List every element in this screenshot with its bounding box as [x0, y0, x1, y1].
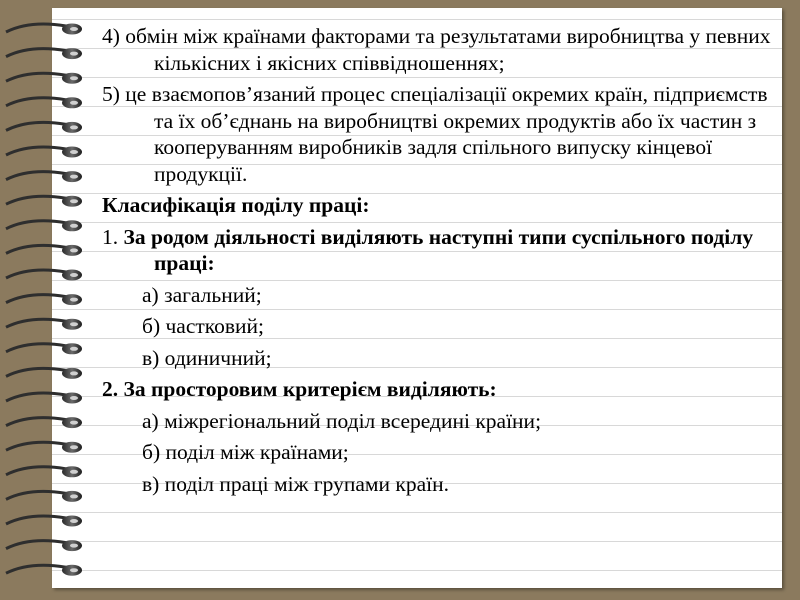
list-item: в) поділ праці між групами країн. — [142, 471, 449, 496]
spiral-hole — [70, 322, 78, 326]
spiral-wire — [6, 516, 66, 524]
list-item: б) частковий; — [142, 314, 265, 338]
spiral-wire — [6, 418, 66, 426]
spiral-wire — [6, 565, 66, 573]
spiral-wire — [6, 24, 66, 32]
spiral-hole — [70, 175, 78, 179]
classification-heading: Класифікація поділу праці: — [102, 193, 370, 217]
spiral-hole — [70, 519, 78, 523]
spiral-wire — [6, 49, 66, 57]
spiral-hole — [70, 273, 78, 277]
spiral-wire — [6, 442, 66, 450]
spiral-wire — [6, 295, 66, 303]
spiral-wire — [6, 270, 66, 278]
spiral-wire — [6, 491, 66, 499]
spiral-wire — [6, 73, 66, 81]
paragraph-item-4: 4) обмін між країнами факторами та результатами виробництва у певних кількісних і якісних співвідношеннях; — [102, 24, 771, 75]
spiral-binding-icon — [0, 14, 92, 584]
spiral-hole — [70, 125, 78, 129]
list-item: б) поділ між країнами; — [142, 440, 349, 464]
spiral-hole — [70, 150, 78, 154]
spiral-wire — [6, 368, 66, 376]
spiral-hole — [70, 568, 78, 572]
spiral-wire — [6, 172, 66, 180]
spiral-hole — [70, 199, 78, 203]
spiral-hole — [70, 371, 78, 375]
spiral-wire — [6, 147, 66, 155]
spiral-hole — [70, 101, 78, 105]
section-2-title: 2. За просторовим критерієм виділяють: — [102, 377, 497, 401]
spiral-hole — [70, 248, 78, 252]
document-body — [102, 23, 782, 502]
list-item: в) одиничний; — [142, 345, 272, 370]
spiral-hole — [70, 421, 78, 425]
section-1-title — [102, 224, 782, 277]
spiral-hole — [70, 396, 78, 400]
spiral-hole — [70, 470, 78, 474]
spiral-hole — [70, 347, 78, 351]
spiral-wire — [6, 122, 66, 130]
list-item: а) міжрегіональний поділ всередині країни; — [142, 408, 542, 433]
spiral-hole — [70, 445, 78, 449]
spiral-hole — [70, 76, 78, 80]
spiral-wire — [6, 319, 66, 327]
list-item: а) загальний; — [142, 282, 262, 307]
spiral-hole — [70, 298, 78, 302]
spiral-hole — [70, 52, 78, 56]
spiral-wire — [6, 467, 66, 475]
spiral-wire — [6, 393, 66, 401]
spiral-wire — [6, 221, 66, 229]
spiral-wire — [6, 344, 66, 352]
spiral-hole — [70, 494, 78, 498]
spiral-hole — [70, 544, 78, 548]
spiral-hole — [70, 224, 78, 228]
spiral-wire — [6, 245, 66, 253]
section-1-text: За родом діяльності виділяють наступні типи суспільного поділу праці: — [123, 224, 754, 275]
spiral-wire — [6, 541, 66, 549]
spiral-wire — [6, 196, 66, 204]
paragraph-item-5: 5) це взаємопов’язаний процес спеціалізації окремих країн, підприємств та їх об’єднань на виробництві окремих продуктів або їх частин з кооперуванням виробників задля спільного випуску кінцевої продукції. — [102, 82, 768, 186]
spiral-hole — [70, 27, 78, 31]
spiral-wire — [6, 98, 66, 106]
section-1-number: 1. — [102, 224, 119, 249]
